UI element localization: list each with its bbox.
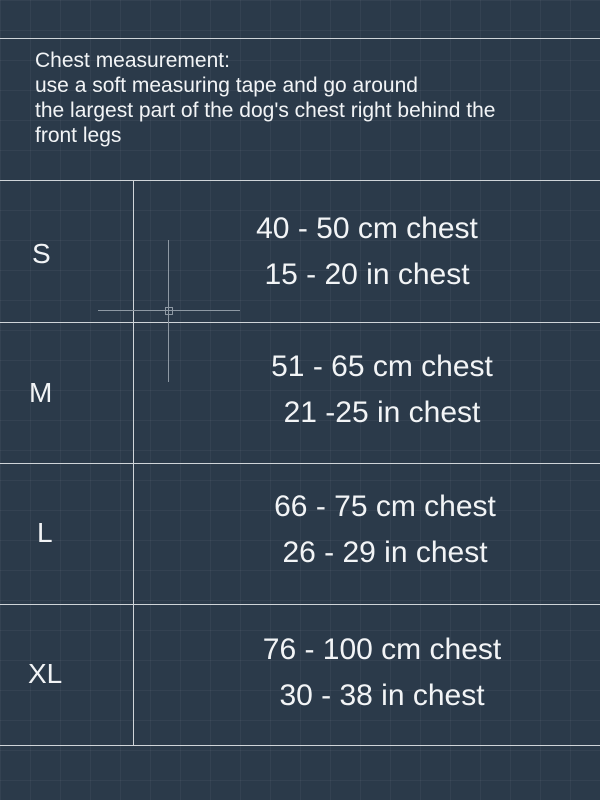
instructions-heading: Chest measurement: <box>35 49 230 72</box>
instructions-line: front legs <box>35 124 122 147</box>
table-top-rule <box>0 180 600 181</box>
size-label-s: S <box>32 238 51 269</box>
crosshair-center-box <box>165 307 173 315</box>
row-divider-m-l <box>0 463 600 464</box>
row-divider-l-xl <box>0 604 600 605</box>
measurement-in: 30 - 38 in chest <box>279 679 485 712</box>
measurement-m <box>149 344 600 436</box>
measurement-cm: 40 - 50 cm chest <box>256 212 478 245</box>
chest-measurement-instructions <box>35 48 595 148</box>
size-label-m: M <box>29 377 53 408</box>
instructions-line: the largest part of the dog's chest right behind the <box>35 99 496 122</box>
measurement-in: 21 -25 in chest <box>283 396 481 429</box>
measurement-l <box>152 484 600 576</box>
top-rule <box>0 38 600 39</box>
measurement-cm: 66 - 75 cm chest <box>274 490 496 523</box>
size-label-l: L <box>37 517 53 548</box>
measurement-in: 26 - 29 in chest <box>282 536 488 569</box>
measurement-s <box>134 206 600 298</box>
instructions-line: use a soft measuring tape and go around <box>35 74 418 97</box>
measurement-cm: 51 - 65 cm chest <box>271 350 493 383</box>
measurement-xl <box>149 627 600 719</box>
measurement-in: 15 - 20 in chest <box>264 258 470 291</box>
size-label-xl: XL <box>28 658 63 689</box>
measurement-cm: 76 - 100 cm chest <box>262 633 502 666</box>
table-bottom-rule <box>0 745 600 746</box>
row-divider-s-m <box>0 322 600 323</box>
